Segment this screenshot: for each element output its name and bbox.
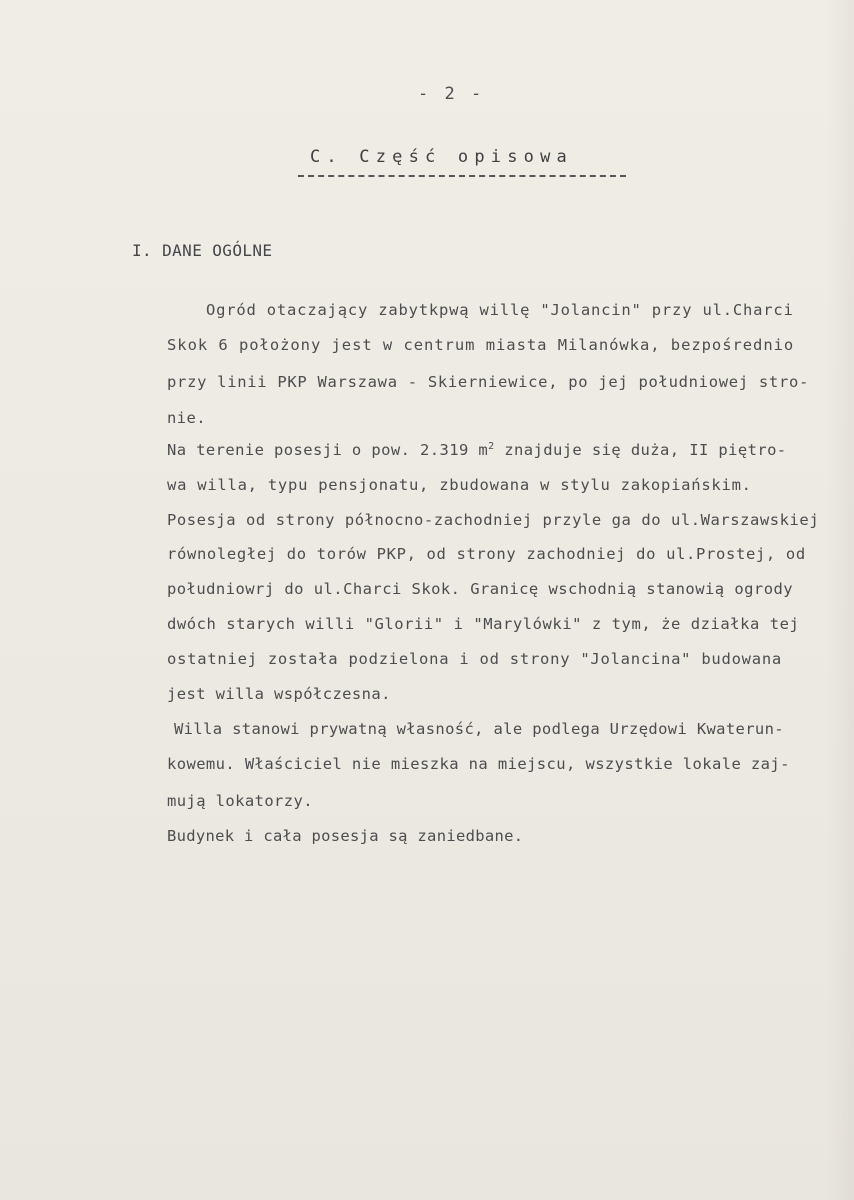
text-line: jest willa współczesna.: [167, 685, 391, 703]
text-line: dwóch starych willi "Glorii" i "Marylówki" z tym, że działka tej: [167, 615, 800, 633]
section-heading: I. DANE OGÓLNE: [132, 241, 273, 260]
text-line: kowemu. Właściciel nie mieszka na miejscu, wszystkie lokale zaj-: [167, 755, 790, 773]
text-line: południowrj do ul.Charci Skok. Granicę wschodnią stanowią ogrody: [167, 580, 794, 598]
area-text: Na terenie posesji o pow. 2.319 m: [167, 441, 489, 459]
text-line: Willa stanowi prywatną własność, ale podlega Urzędowi Kwaterun-: [174, 720, 784, 738]
text-line: przy linii PKP Warszawa - Skierniewice, po jej południowej stro-: [167, 373, 810, 391]
text-line: Ogród otaczający zabytkpwą willę "Jolancin" przy ul.Charci: [206, 301, 794, 319]
page-edge-shadow: [826, 0, 854, 1200]
text-line: Posesja od strony północno-zachodniej przyle ga do ul.Warszawskiej: [167, 511, 820, 529]
page-number: - 2 -: [418, 84, 485, 104]
text-line: nie.: [167, 409, 206, 427]
text-line: ostatniej została podzielona i od strony "Jolancina" budowana: [167, 650, 782, 668]
area-unit-superscript: 2: [488, 441, 495, 452]
text-line: Skok 6 położony jest w centrum miasta Milanówka, bezpośrednio: [167, 336, 795, 354]
section-title: C. Część opisowa: [310, 147, 573, 167]
text-line: równoległej do torów PKP, od strony zachodniej do ul.Prostej, od: [167, 545, 806, 563]
section-title-underline: [298, 175, 626, 177]
text-line-area: [167, 441, 787, 459]
text-line: mują lokatorzy.: [167, 792, 313, 810]
text-line: wa willa, typu pensjonatu, zbudowana w stylu zakopiańskim.: [167, 476, 752, 494]
text-line: Budynek i cała posesja są zaniedbane.: [167, 827, 524, 845]
area-text-continued: znajduje się duża, II piętro-: [494, 441, 787, 459]
